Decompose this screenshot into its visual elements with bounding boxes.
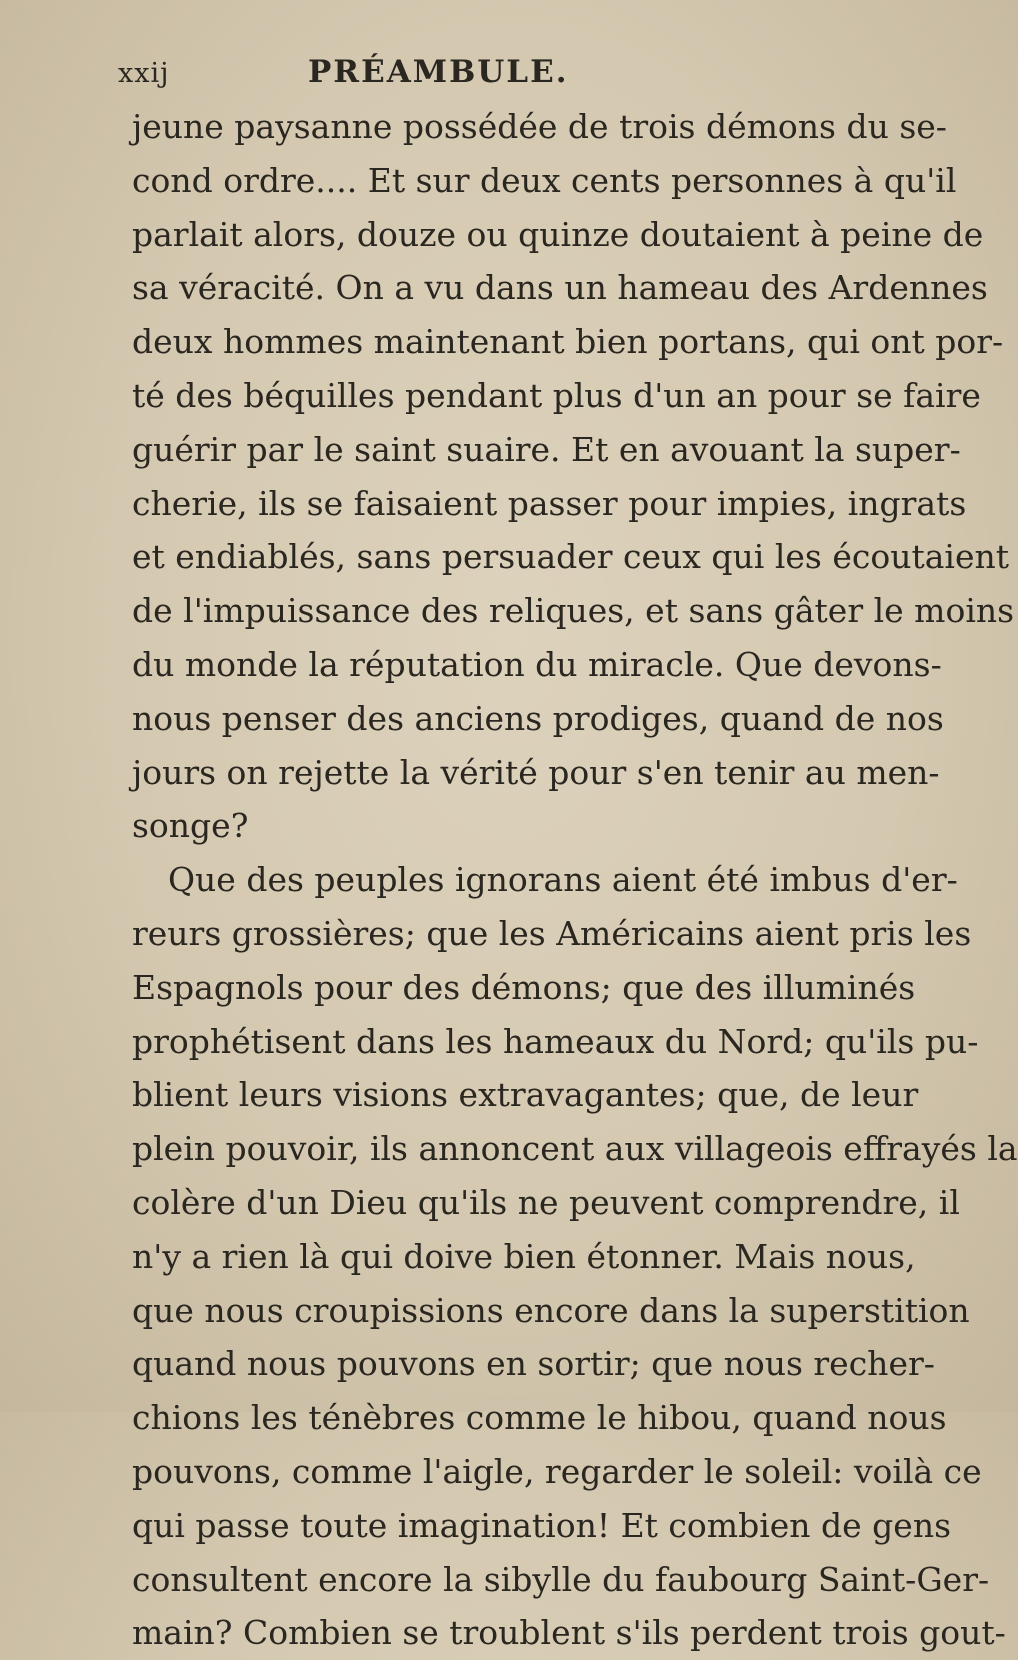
text-line: sa véracité. On a vu dans un hameau des Ardennes [132,268,988,308]
running-title: PRÉAMBULE. [308,54,569,90]
body-text [132,100,1018,1660]
text-line: songe? [132,806,249,846]
text-line: pouvons, comme l'aigle, regarder le soleil: voilà ce [132,1451,982,1491]
text-line: cherie, ils se faisaient passer pour impies, ingrats [132,483,967,523]
text-line: que nous croupissions encore dans la superstition [132,1290,970,1330]
text-line: reurs grossières; que les Américains aient pris les [132,913,972,953]
text-line: colère d'un Dieu qu'ils ne peuvent comprendre, il [132,1182,960,1222]
text-line: qui passe toute imagination! Et combien de gens [132,1505,952,1545]
text-line: main? Combien se troublent s'ils perdent trois gout- [132,1613,1006,1653]
text-line: blient leurs visions extravagantes; que, de leur [132,1075,919,1115]
page-number: xxij [118,58,170,89]
text-line: de l'impuissance des reliques, et sans gâter le moins [132,591,1015,631]
text-line: parlait alors, douze ou quinze doutaient à peine de [132,214,984,254]
text-line: consultent encore la sibylle du faubourg Saint-Ger- [132,1559,990,1599]
text-line: nous penser des anciens prodiges, quand de nos [132,698,944,738]
text-line: quand nous pouvons en sortir; que nous recher- [132,1344,935,1384]
text-line: guérir par le saint suaire. Et en avouant la super- [132,429,961,469]
text-line: té des béquilles pendant plus d'un an pour se faire [132,375,981,415]
text-line: plein pouvoir, ils annoncent aux villageois effrayés la [132,1129,1018,1169]
text-line: cond ordre.... Et sur deux cents personnes à qu'il [132,160,957,200]
paragraph-start-line: Que des peuples ignorans aient été imbus d'er- [168,860,958,900]
text-line: jours on rejette la vérité pour s'en tenir au men- [132,752,940,792]
text-line: prophétisent dans les hameaux du Nord; qu'ils pu- [132,1021,979,1061]
text-line: deux hommes maintenant bien portans, qui ont por- [132,322,1004,362]
text-line: chions les ténèbres comme le hibou, quand nous [132,1398,947,1438]
text-line: et endiablés, sans persuader ceux qui les écoutaient [132,537,1009,577]
text-line: jeune paysanne possédée de trois démons du se- [132,107,947,146]
text-line: n'y a rien là qui doive bien étonner. Mais nous, [132,1236,916,1276]
text-line: Espagnols pour des démons; que des illuminés [132,967,916,1007]
page-header [118,48,718,108]
text-line: du monde la réputation du miracle. Que devons- [132,644,942,684]
